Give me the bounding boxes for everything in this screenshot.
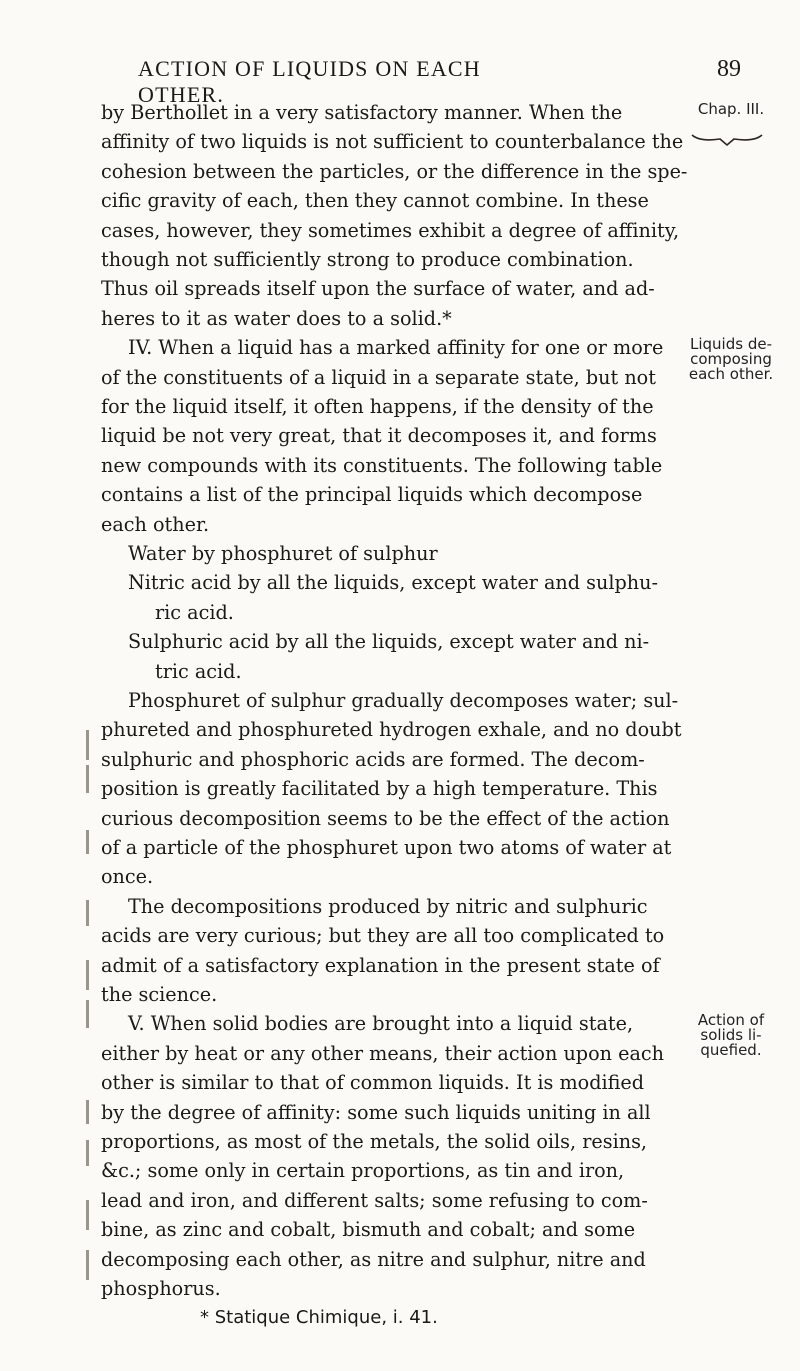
text-line: tric acid. bbox=[155, 659, 242, 683]
text-line: position is greatly facilitated by a high temperature. This bbox=[101, 777, 658, 801]
text-line: Phosphuret of sulphur gradually decomposes water; sul- bbox=[128, 689, 679, 712]
text-line: V. When solid bodies are brought into a liquid state, bbox=[128, 1012, 634, 1036]
text-line: phosphorus. bbox=[101, 1277, 221, 1300]
text-line: admit of a satisfactory explanation in the present state of bbox=[101, 953, 660, 977]
margin-note-line: Liquids de- bbox=[690, 335, 772, 354]
text-line: other is similar to that of common liquids. It is modified bbox=[101, 1071, 645, 1095]
text-line: contains a list of the principal liquids which decompose bbox=[101, 483, 643, 507]
text-line: the science. bbox=[101, 983, 218, 1006]
text-line: each other. bbox=[101, 512, 210, 536]
text-line: once. bbox=[101, 865, 154, 889]
text-line: affinity of two liquids is not sufficient to counterbalance the bbox=[101, 130, 684, 154]
text-line: cohesion between the particles, or the difference in the spe- bbox=[101, 159, 688, 183]
text-line: lead and iron, and different salts; some refusing to com- bbox=[101, 1188, 648, 1212]
text-line: curious decomposition seems to be the effect of the action bbox=[101, 806, 670, 830]
gutter-marks bbox=[86, 0, 102, 1371]
page-header bbox=[0, 56, 800, 107]
text-line: by Berthollet in a very satisfactory manner. When the bbox=[101, 101, 623, 124]
text-line: liquid be not very great, that it decomposes it, and forms bbox=[101, 424, 657, 448]
text-line: though not sufficiently strong to produce combination. bbox=[101, 248, 634, 271]
text-line: The decompositions produced by nitric and sulphuric bbox=[128, 894, 648, 918]
margin-note-liquids bbox=[666, 337, 796, 382]
text-line: Water by phosphuret of sulphur bbox=[128, 542, 438, 565]
page-number: 89 bbox=[717, 56, 741, 82]
running-title: ACTION OF LIQUIDS ON EACH OTHER. bbox=[138, 56, 481, 107]
margin-chapter: Chap. III. bbox=[697, 100, 765, 118]
text-line: sulphuric and phosphoric acids are formed. The decom- bbox=[101, 747, 645, 771]
margin-note-line: Action of bbox=[697, 1011, 765, 1030]
footnote: * Statique Chimique, i. 41. bbox=[200, 1307, 438, 1329]
text-line: IV. When a liquid has a marked affinity for one or more bbox=[128, 336, 664, 360]
text-line: proportions, as most of the metals, the solid oils, resins, bbox=[101, 1130, 648, 1153]
text-line: &c.; some only in certain proportions, as tin and iron, bbox=[101, 1159, 625, 1183]
text-line: ric acid. bbox=[155, 600, 234, 624]
text-line: either by heat or any other means, their action upon each bbox=[101, 1041, 664, 1065]
text-line: of the constituents of a liquid in a separate state, but not bbox=[101, 365, 656, 389]
margin-note-line: quefied. bbox=[700, 1041, 762, 1060]
text-line: bine, as zinc and cobalt, bismuth and cobalt; and some bbox=[101, 1218, 636, 1242]
text-line: cific gravity of each, then they cannot combine. In these bbox=[101, 189, 649, 213]
text-line: of a particle of the phosphuret upon two atoms of water at bbox=[101, 836, 672, 859]
text-line: Thus oil spreads itself upon the surface of water, and ad- bbox=[101, 277, 655, 301]
text-line: Sulphuric acid by all the liquids, except water and ni- bbox=[128, 630, 650, 654]
text-line: phureted and phosphureted hydrogen exhale, and no doubt bbox=[101, 718, 682, 742]
text-line: new compounds with its constituents. The following table bbox=[101, 453, 663, 477]
text-line: Nitric acid by all the liquids, except water and sulphu- bbox=[128, 571, 658, 595]
text-line: heres to it as water does to a solid.* bbox=[101, 306, 452, 330]
margin-note-line: each other. bbox=[688, 365, 774, 384]
text-line: for the liquid itself, it often happens, if the density of the bbox=[101, 395, 654, 418]
margin-note-line: composing bbox=[690, 350, 772, 369]
brace-icon bbox=[690, 133, 764, 147]
text-line: decomposing each other, as nitre and sulphur, nitre and bbox=[101, 1247, 646, 1271]
text-line: by the degree of affinity: some such liquids uniting in all bbox=[101, 1100, 651, 1124]
text-line: cases, however, they sometimes exhibit a degree of affinity, bbox=[101, 218, 680, 242]
margin-note-line: solids li- bbox=[700, 1026, 762, 1045]
margin-note-solids bbox=[666, 1013, 796, 1058]
text-line: acids are very curious; but they are all too complicated to bbox=[101, 924, 665, 948]
